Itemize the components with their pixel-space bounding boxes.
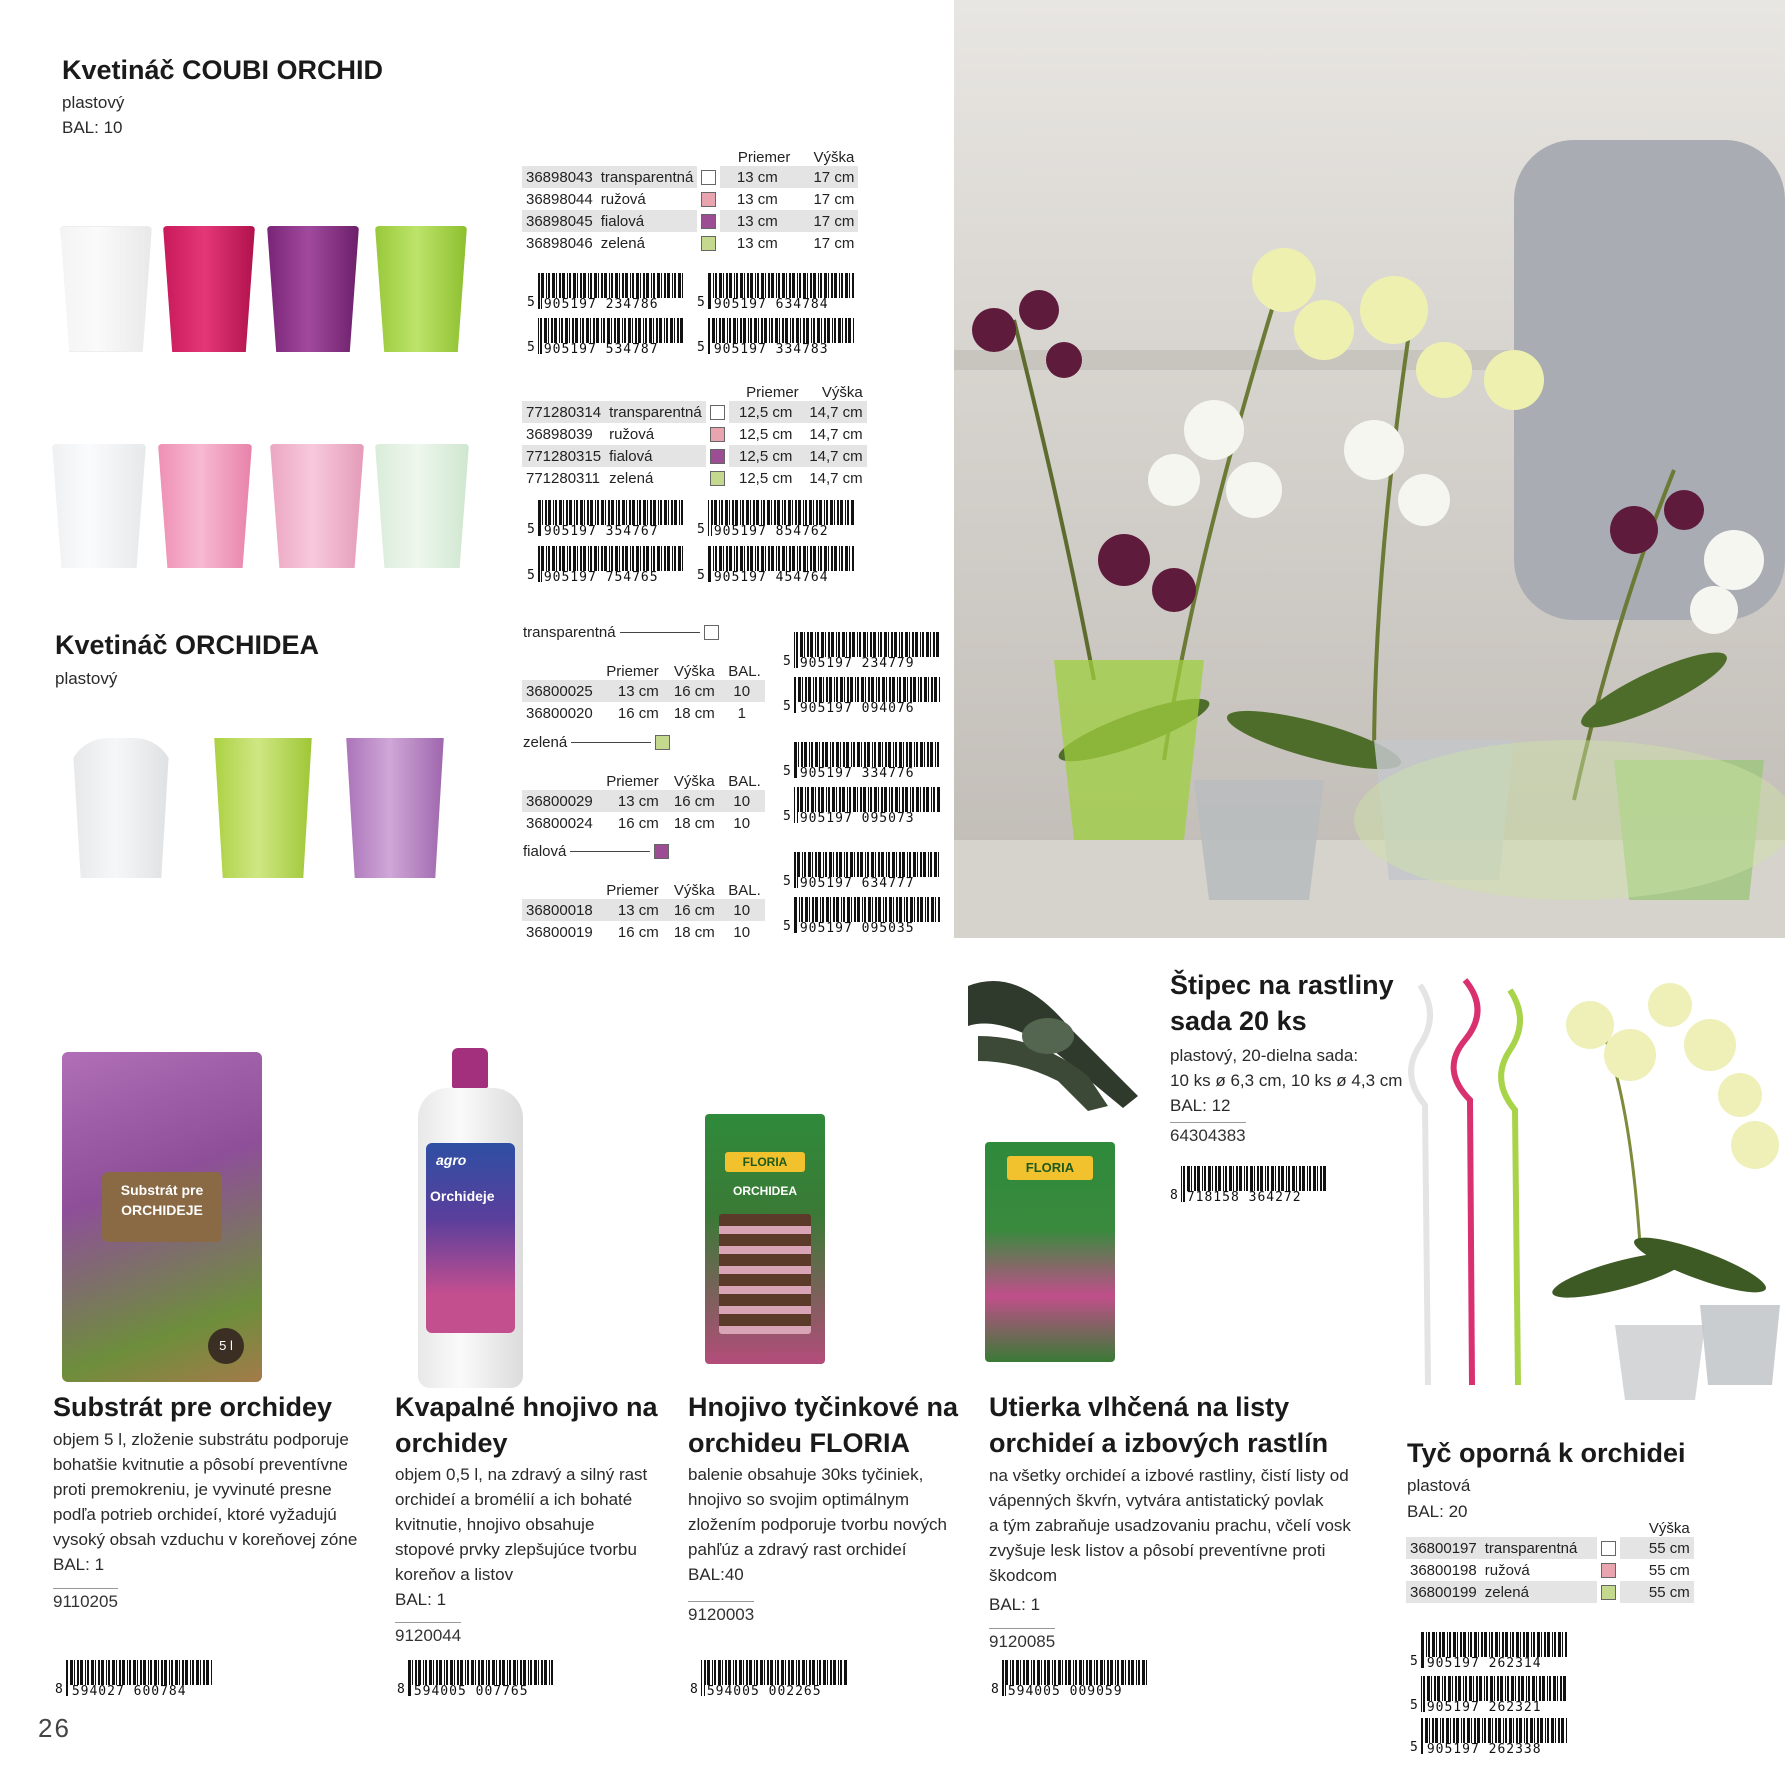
header-height: Výška: [813, 148, 855, 166]
kvapalne-desc: objem 0,5 l, na zdravý a silný rast orchideí a bromélií a ich bohaté kvitnutie, hnojivo obsahuje stopové prvky zlepšujúce tvorbu koreňov a listov BAL: 1: [395, 1465, 648, 1609]
substrat-title: Substrát pre orchidey: [53, 1392, 333, 1422]
barcode: 5 905197 534787: [527, 318, 684, 354]
table-row: 36800019 16 cm 18 cm 10: [526, 923, 751, 941]
pot-green: [375, 226, 467, 352]
tycinkove-code: 9120003: [688, 1601, 754, 1625]
barcode: 5 905197 634784: [697, 273, 854, 309]
pot-light-pink: [270, 444, 364, 568]
color-swatch: [710, 471, 725, 486]
table-row: 36898045 fialová 13 cm 17 cm: [522, 210, 858, 232]
pot-pink: [158, 444, 252, 568]
orchid-arrangement-image: [954, 0, 1785, 938]
color-swatch: [710, 449, 725, 464]
utierka-code: 9120085: [989, 1628, 1055, 1652]
group-label-transparent: transparentná: [523, 624, 719, 641]
orchidea-material: plastový: [55, 669, 118, 688]
substrat-bag-image: [62, 1052, 262, 1382]
table-row: 771280315 fialová 12,5 cm 14,7 cm: [522, 445, 867, 467]
substrat-desc: objem 5 l, zloženie substrátu podporuje bohatšie kvitnutie a pôsobí preventívne proti premokreniu, je vyvinuté presne podľa potrieb orchideí, ktoré vyžadujú vysoký obsah vzduchu v koreňovej zóne BAL: 1: [53, 1430, 358, 1574]
table-row: 36898043 transparentná 13 cm 17 cm: [522, 166, 858, 188]
barcode: 5 905197 234779: [783, 632, 940, 668]
pack-brand: FLORIA: [725, 1152, 805, 1172]
fertilizer-sticks-pack-image: [705, 1114, 825, 1364]
pot-light-green: [375, 444, 469, 568]
color-swatch: [710, 427, 725, 442]
pack-label: ORCHIDEA: [732, 1184, 797, 1198]
bottle-brand: agro: [436, 1152, 467, 1168]
volume-badge: 5 l: [208, 1328, 244, 1364]
tyc-table: Výška 36800197 transparentná 55 cm 36800198 ružová 55 cm 36800199 zelená 55 cm: [1406, 1519, 1694, 1603]
table-row: 36898044 ružová 13 cm 17 cm: [526, 190, 855, 208]
kvapalne-code: 9120044: [395, 1622, 461, 1646]
color-swatch: [1601, 1541, 1616, 1556]
stipec-code: 64304383: [1170, 1122, 1246, 1146]
support-stick-image: [1400, 945, 1785, 1400]
barcode: 5 905197 854762: [697, 500, 854, 536]
table-row: 36800198 ružová 55 cm: [1410, 1561, 1690, 1579]
color-swatch: [701, 236, 716, 251]
pot-pink: [163, 226, 255, 352]
stipec-title: Štipec na rastliny sada 20 ks: [1170, 970, 1394, 1036]
substrat-code: 9110205: [53, 1588, 118, 1612]
stipec-desc: plastový, 20-dielna sada: 10 ks ø 6,3 cm, 10 ks ø 4,3 cm BAL: 12: [1170, 1046, 1403, 1115]
table-row: 36800018 13 cm 16 cm 10: [522, 899, 765, 921]
pot-purple: [267, 226, 359, 352]
coubi-material: plastový: [62, 93, 125, 112]
table-row: 36800025 13 cm 16 cm 10: [522, 680, 765, 702]
orchidea-table-green: Priemer Výška BAL. 36800029 13 cm 16 cm 10 36800024 16 cm 18 cm 10: [522, 772, 765, 834]
utierka-title: Utierka vlhčená na listy orchideí a izbových rastlín: [989, 1392, 1329, 1458]
tycinkove-desc: balenie obsahuje 30ks tyčiniek, hnojivo so svojim optimálnym zložením podporuje tvorbu nových pahľúz a zdravý rast orchideí BAL:40: [688, 1465, 947, 1584]
wet-wipes-pack-image: [985, 1142, 1115, 1362]
color-swatch: [701, 214, 716, 229]
pot-transparent: [60, 226, 152, 352]
color-swatch: [1601, 1563, 1616, 1578]
pot-transparent: [52, 444, 146, 568]
table-row: 771280314 transparentná 12,5 cm 14,7 cm: [522, 401, 867, 423]
barcode: 5 905197 334776: [783, 742, 940, 778]
barcode: 8 718158 364272: [1170, 1166, 1327, 1202]
orchidea-table-transparent: Priemer Výška BAL. 36800025 13 cm 16 cm 10 36800020 16 cm 18 cm 1: [522, 662, 765, 724]
tyc-title: Tyč oporná k orchidei: [1407, 1438, 1686, 1468]
color-swatch: [701, 170, 716, 185]
table-row: 36800197 transparentná 55 cm: [1406, 1537, 1694, 1559]
pot-purple: [342, 738, 448, 878]
color-swatch: [710, 405, 725, 420]
table-row: 36898039 ružová 12,5 cm 14,7 cm: [526, 425, 863, 443]
tyc-material: plastová: [1407, 1476, 1471, 1495]
barcode: 5 905197 094076: [783, 677, 940, 713]
pot-green: [210, 738, 316, 878]
header-diameter: Priemer: [737, 148, 791, 166]
table-row: 36800024 16 cm 18 cm 10: [526, 814, 751, 832]
barcode: 5 905197 454764: [697, 546, 854, 582]
orchidea-table-purple: Priemer Výška BAL. 36800018 13 cm 16 cm 10 36800019 16 cm 18 cm 10: [522, 881, 765, 943]
barcode: 5 905197 095035: [783, 897, 940, 933]
table-row: 36800199 zelená 55 cm: [1406, 1581, 1694, 1603]
utierka-desc: na všetky orchideí a izbové rastliny, čistí listy od vápenných škvŕn, vytvára antistatický povlak a tým zabraňuje usadzovaniu prachu, včelí vosk zvyšuje lesk listov a pôsobí preventívne proti škodcom BAL: 1: [989, 1466, 1351, 1614]
coubi-title: Kvetináč COUBI ORCHID: [62, 55, 384, 85]
page-number: 26: [38, 1713, 71, 1743]
hero-orchid-photo: [954, 0, 1785, 938]
bottle-label: Orchideje: [430, 1188, 495, 1204]
barcode: 8 594005 009059: [991, 1660, 1148, 1696]
table-row: 771280311 zelená 12,5 cm 14,7 cm: [526, 469, 863, 487]
barcode: 5 905197 262338: [1410, 1718, 1567, 1754]
liquid-fertilizer-bottle-image: [408, 1048, 533, 1388]
coubi-table-1: [522, 148, 858, 254]
table-row: 36800020 16 cm 18 cm 1: [526, 704, 746, 722]
pack-label: Substrát pre ORCHIDEJE: [102, 1172, 222, 1242]
barcode: 8 594005 007765: [397, 1660, 554, 1696]
plant-clip-image: [958, 966, 1158, 1116]
barcode: 5 905197 754765: [527, 546, 684, 582]
kvapalne-title: Kvapalné hnojivo na orchidey: [395, 1392, 658, 1458]
coubi-table-2: Priemer Výška 771280314 transparentná 12,5 cm 14,7 cm 36898039 ružová 12,5 cm 14,7 cm 771280315 fialová 12,5 cm 14,7 cm 771280311 zelená 12,5 cm 14,7 cm: [522, 383, 867, 489]
tyc-bal: BAL: 20: [1407, 1502, 1468, 1521]
barcode: 5 905197 234786: [527, 273, 684, 309]
group-label-green: zelená: [523, 734, 670, 751]
orchidea-title: Kvetináč ORCHIDEA: [55, 630, 320, 660]
barcode: 5 905197 095073: [783, 787, 940, 823]
barcode: 5 905197 262321: [1410, 1676, 1567, 1712]
barcode: 8 594005 002265: [690, 1660, 847, 1696]
barcode: 8 594027 600784: [55, 1660, 212, 1696]
color-swatch: [1601, 1585, 1616, 1600]
barcode: 5 905197 334783: [697, 318, 854, 354]
barcode: 5 905197 262314: [1410, 1632, 1567, 1668]
tycinkove-title: Hnojivo tyčinkové na orchideu FLORIA: [688, 1392, 959, 1458]
coubi-bal: BAL: 10: [62, 118, 123, 137]
pack-brand: FLORIA: [1007, 1156, 1093, 1180]
pot-transparent: [68, 738, 174, 878]
barcode: 5 905197 354767: [527, 500, 684, 536]
color-swatch: [701, 192, 716, 207]
group-label-purple: fialová: [523, 843, 669, 860]
table-row: 36898046 zelená 13 cm 17 cm: [526, 234, 855, 252]
table-row: 36800029 13 cm 16 cm 10: [522, 790, 765, 812]
barcode: 5 905197 634777: [783, 852, 940, 888]
